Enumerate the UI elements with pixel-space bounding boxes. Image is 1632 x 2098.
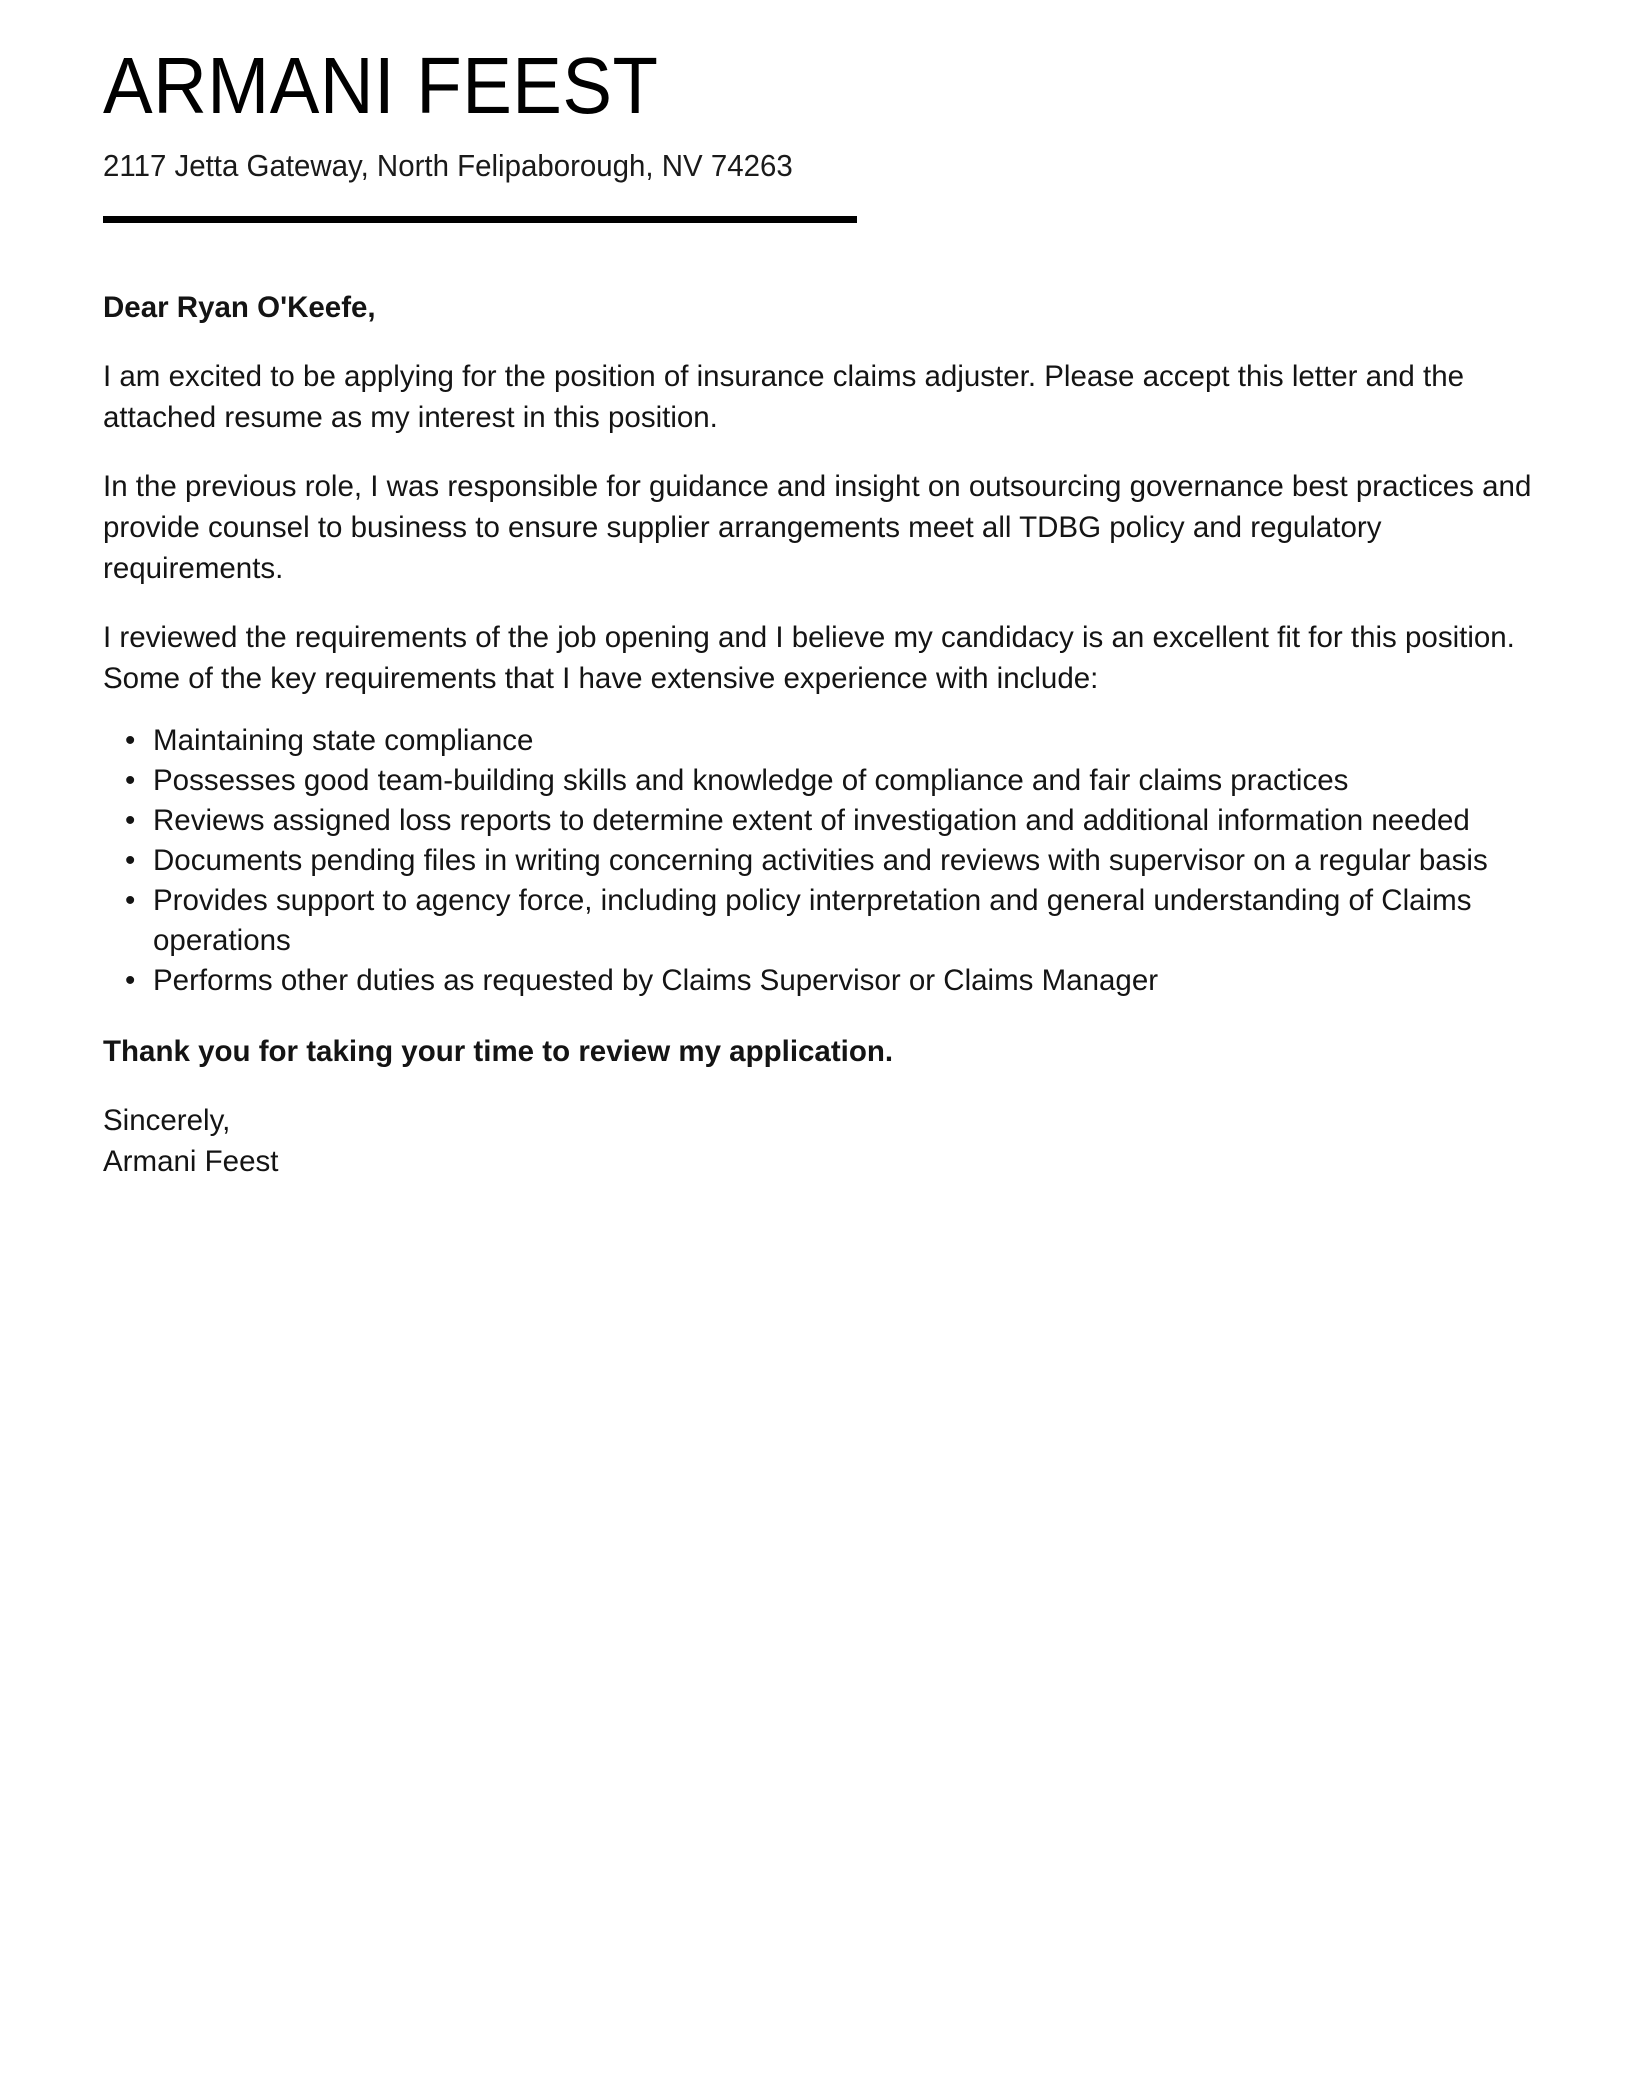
list-item: [103, 961, 1533, 1001]
bullet-icon: •: [125, 964, 136, 997]
letter-body: [103, 223, 1533, 1182]
bullet-icon: •: [125, 724, 136, 757]
bullet-icon: •: [125, 884, 136, 917]
list-item: [103, 881, 1533, 961]
list-item-label: Provides support to agency force, including policy interpretation and general understanding of Claims operations: [153, 884, 1472, 957]
signature-block: [103, 1072, 1533, 1182]
list-item: [103, 721, 1533, 761]
signoff-line: Sincerely,: [103, 1104, 231, 1137]
list-item: [103, 761, 1533, 801]
list-item-label: Reviews assigned loss reports to determine extent of investigation and additional information needed: [153, 804, 1470, 837]
list-item: [103, 801, 1533, 841]
address-line: 2117 Jetta Gateway, North Felipaborough, NV 74263: [103, 148, 793, 183]
closing-thanks: Thank you for taking your time to review my application.: [103, 1035, 894, 1068]
header-divider: [103, 216, 857, 223]
letterhead: [103, 0, 1533, 223]
list-item-label: Documents pending files in writing concerning activities and reviews with supervisor on a regular basis: [153, 844, 1488, 877]
body-paragraph-3: I reviewed the requirements of the job opening and I believe my candidacy is an excellent fit for this position. Some of the key requirements that I have extensive experience with include:: [103, 621, 1515, 695]
bullet-icon: •: [125, 804, 136, 837]
qualifications-list: [103, 699, 1533, 1001]
bullet-icon: •: [125, 844, 136, 877]
letter-content-column: [103, 0, 1533, 1182]
page-title: ARMANI FEEST: [103, 41, 659, 130]
body-paragraph-1: I am excited to be applying for the position of insurance claims adjuster. Please accept this letter and the attached resume as my interest in this position.: [103, 360, 1465, 434]
body-paragraph-2: In the previous role, I was responsible for guidance and insight on outsourcing governance best practices and provide counsel to business to ensure supplier arrangements meet all TDBG policy and regulatory requirements.: [103, 470, 1532, 585]
bullet-icon: •: [125, 764, 136, 797]
list-item-label: Maintaining state compliance: [153, 724, 534, 757]
list-item-label: Performs other duties as requested by Claims Supervisor or Claims Manager: [153, 964, 1159, 997]
list-item: [103, 841, 1533, 881]
salutation: Dear Ryan O'Keefe,: [103, 291, 376, 324]
signature-name: Armani Feest: [103, 1145, 279, 1178]
list-item-label: Possesses good team-building skills and knowledge of compliance and fair claims practices: [153, 764, 1349, 797]
